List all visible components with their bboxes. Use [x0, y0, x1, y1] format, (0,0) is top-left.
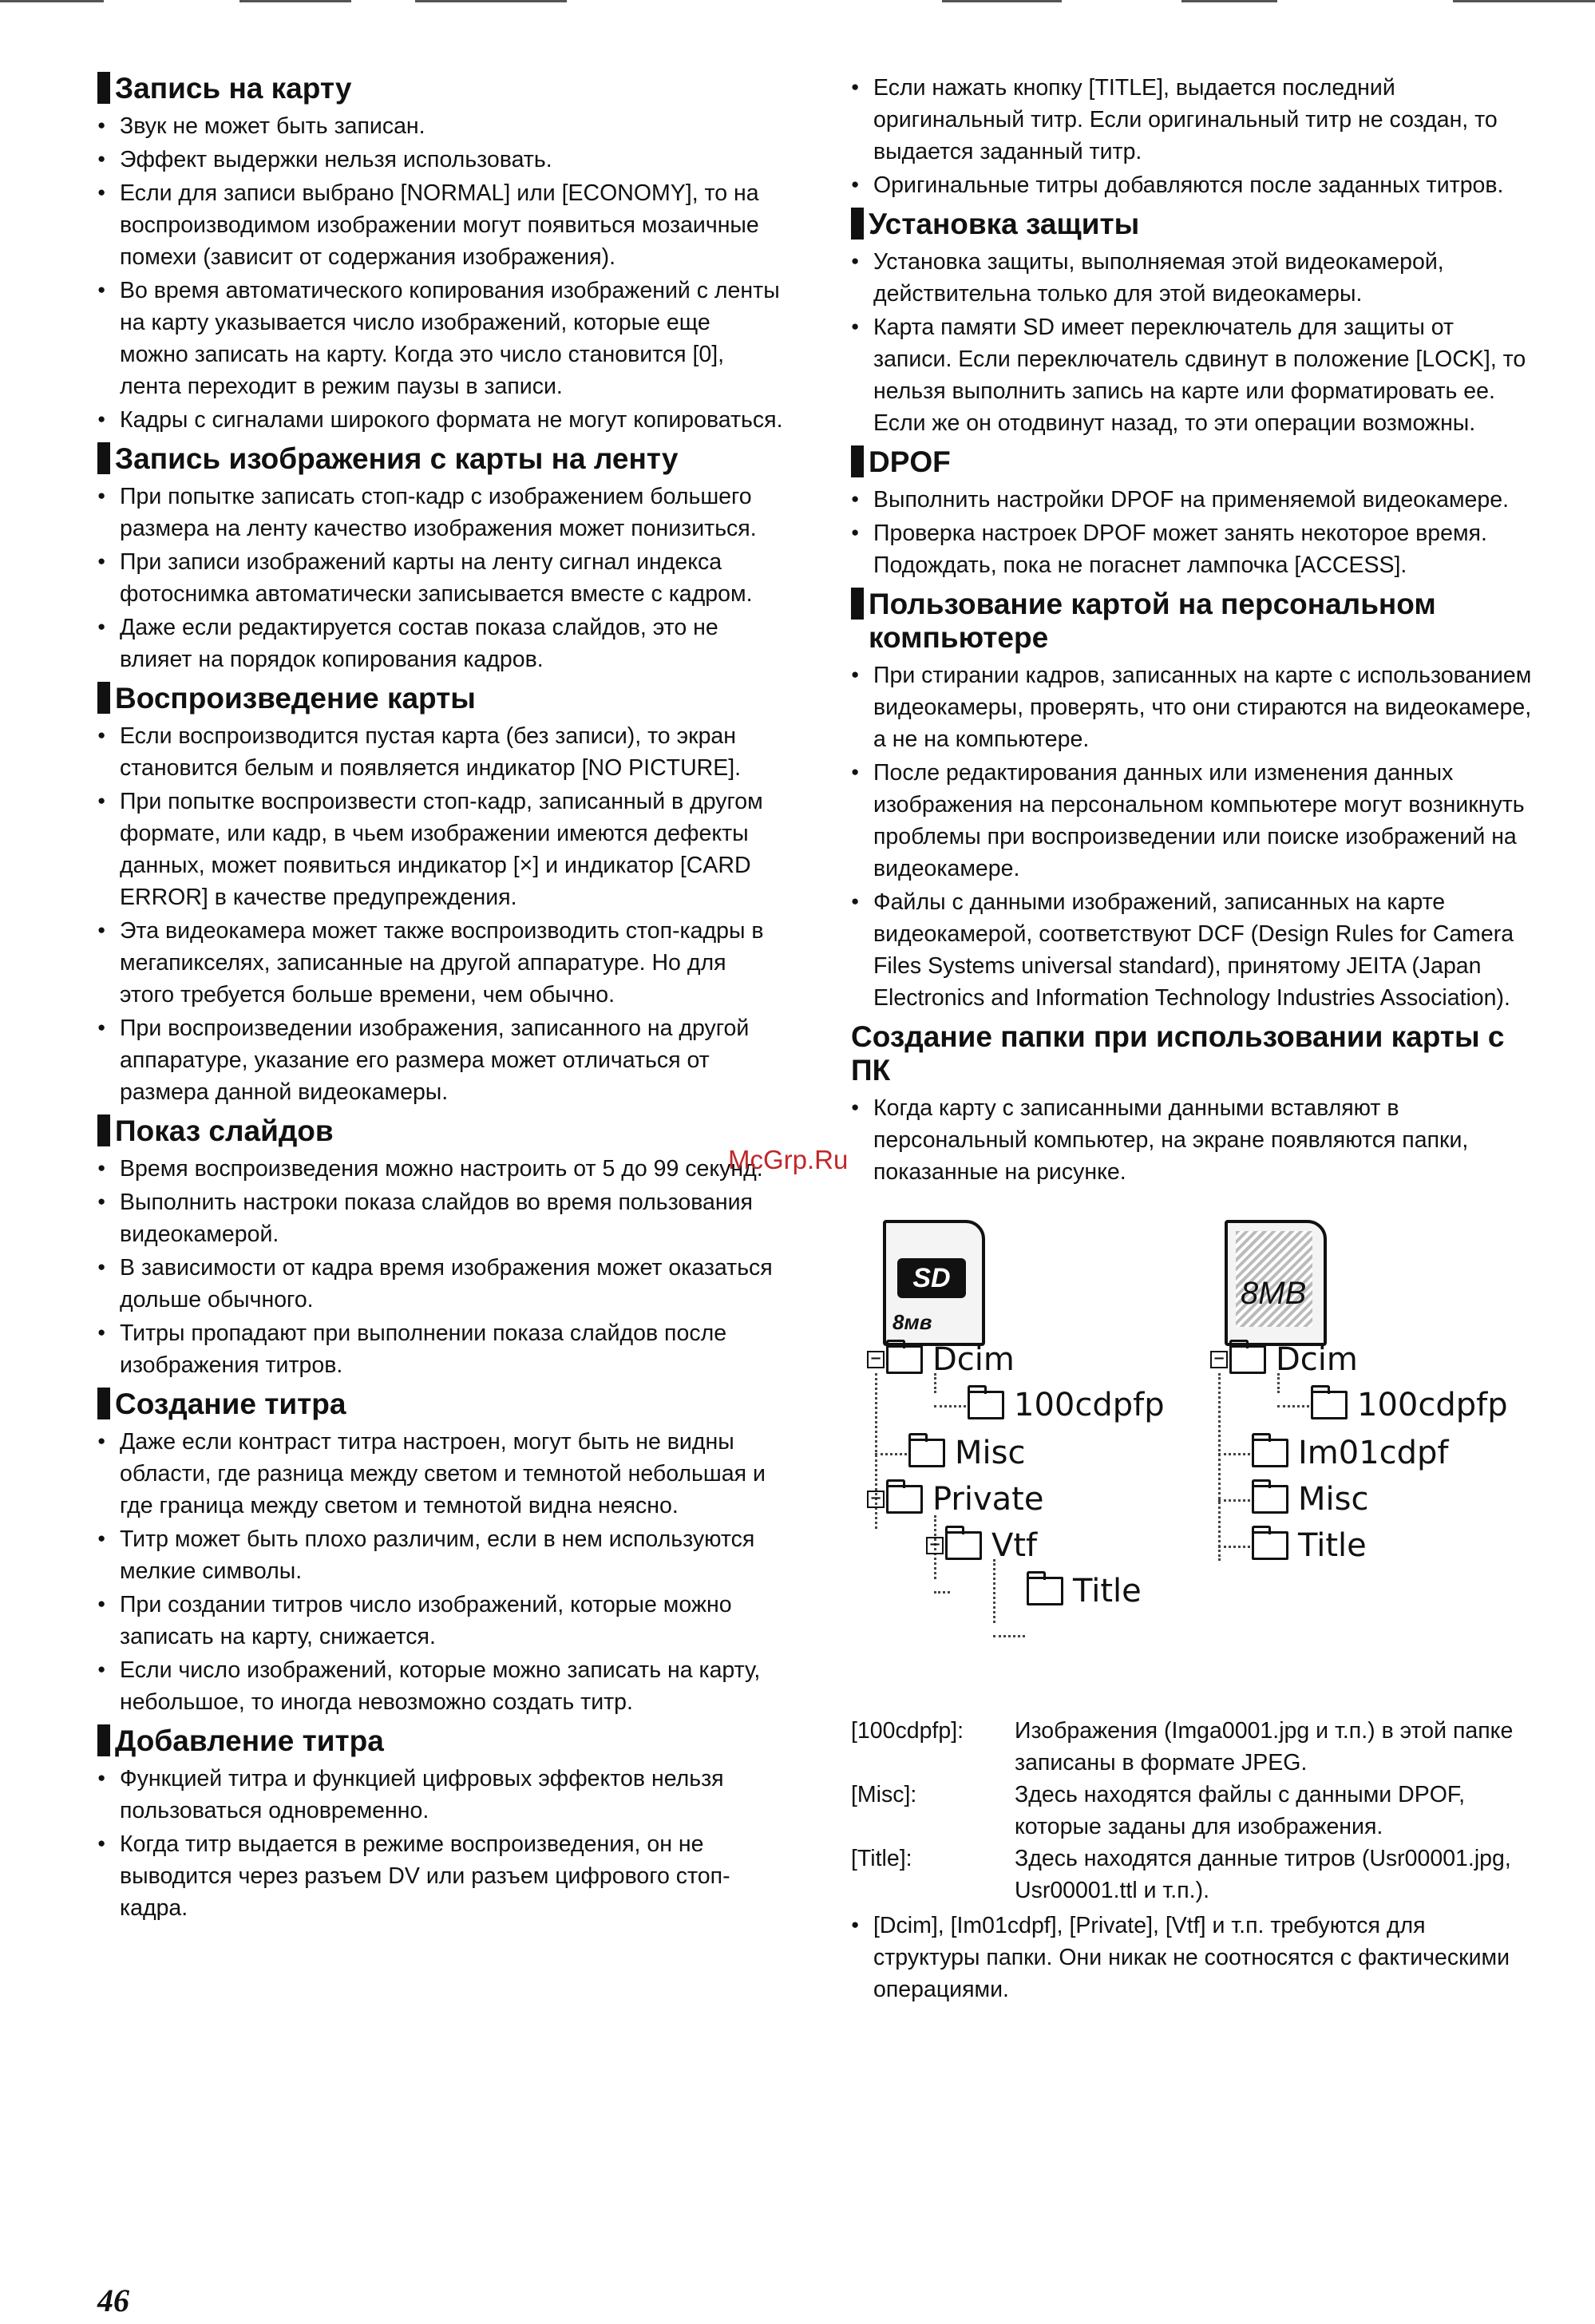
folder-misc: Misc [1252, 1479, 1368, 1519]
folder-icon [886, 1485, 923, 1514]
list-item: ● Во время автоматического копирования изображений с ленты на карту указывается число изображений, которые еще можно записать на карту. Когда это число становится [0], лента переходит в режим паузы в записи. [97, 275, 784, 402]
folder-title: Title [1252, 1526, 1367, 1566]
heading-marker [851, 445, 864, 477]
folder-im01cdpf: Im01cdpf [1252, 1433, 1449, 1473]
sd-card-icon [883, 1220, 985, 1346]
heading-marker [97, 1114, 110, 1146]
section-title-continued [851, 72, 1538, 201]
list-item: ● Установка защиты, выполняемая этой видеокамерой, действительна только для этой видеокамеры. [851, 246, 1538, 310]
folder-100cdpfp: 100cdpfp [968, 1385, 1165, 1425]
definition-row: [Title]: Здесь находятся данные титров (Usr00001.jpg, Usr00001.ttl и т.п.). [851, 1846, 1511, 1903]
sd-logo: SD [897, 1258, 966, 1298]
folder-icon [1252, 1439, 1288, 1467]
list-item: ● Время воспроизведения можно настроить от 5 до 99 секунд. [97, 1153, 784, 1185]
section-heading: Создание папки при использовании карты с ПК [851, 1020, 1505, 1087]
folder-title: Title [1027, 1571, 1142, 1611]
list-item: ● Эта видеокамера может также воспроизводить стоп-кадры в мегапикселях, записанные на другой аппаратуре. Но для этого требуется больше времени, чем обычно. [97, 915, 784, 1011]
folder-icon [1311, 1391, 1348, 1419]
list-item: ● При воспроизведении изображения, записанного на другой аппаратуре, указание его размера может отличаться от размера данной видеокамеры. [97, 1012, 784, 1108]
heading-marker [97, 682, 110, 714]
list-item: ● Когда титр выдается в режиме воспроизведения, он не выводится через разъем DV или разъем цифрового стоп-кадра. [97, 1828, 784, 1924]
page-number: 46 [97, 2282, 129, 2318]
list-item: ● Файлы с данными изображений, записанных на карте видеокамерой, соответствуют DCF (Design Rules for Camera Files Systems universal standard), принятому JEITA (Japan Electronics and Information Technology Industries Association). [851, 886, 1538, 1014]
list-item: ● Даже если редактируется состав показа слайдов, это не влияет на порядок копирования кадров. [97, 612, 784, 675]
list-item: ● При попытке воспроизвести стоп-кадр, записанный в другом формате, или кадр, в чьем изображении имеются дефекты данных, может появиться индикатор [×] и индикатор [CARD ERROR] в качестве предупреждения. [97, 786, 784, 913]
card-capacity-label: 8мв [892, 1310, 932, 1334]
section-heading: Запись на карту [97, 72, 784, 105]
watermark: McGrp.Ru [728, 1145, 849, 1174]
definition-row: [Misc]: Здесь находятся файлы с данными DPOF, которые заданы для изображения. [851, 1782, 1466, 1839]
collapse-icon: − [1210, 1351, 1228, 1368]
heading-marker [851, 208, 864, 240]
left-column [97, 72, 784, 1930]
list-item: ● Если нажать кнопку [TITLE], выдается последний оригинальный титр. Если оригинальный титр не создан, то выдается заданный титр. [851, 72, 1538, 168]
list-item: ● Функцией титра и функцией цифровых эффектов нельзя пользоваться одновременно. [97, 1763, 784, 1827]
folder-dcim: − Dcim [1210, 1340, 1358, 1380]
folder-icon [945, 1531, 982, 1560]
collapse-icon: − [926, 1537, 944, 1554]
list-item: ● [Dcim], [Im01cdpf], [Private], [Vtf] и т.п. требуются для структуры папки. Они никак не соотносятся с фактическими операциями. [851, 1910, 1538, 2005]
list-item: ● Выполнить настройки DPOF на применяемой видеокамере. [851, 484, 1538, 516]
heading-marker [97, 72, 110, 104]
section-slideshow [97, 1114, 784, 1381]
section-heading: Показ слайдов [97, 1114, 784, 1148]
folder-icon [1229, 1345, 1266, 1374]
section-heading: Пользование картой на персональном компьютере [851, 588, 1538, 655]
collapse-icon: − [867, 1491, 885, 1508]
folder-vtf: − Vtf [926, 1526, 1037, 1566]
folder-misc: Misc [908, 1433, 1025, 1473]
list-item: ● Если воспроизводится пустая карта (без записи), то экран становится белым и появляется индикатор [NO PICTURE]. [97, 720, 784, 784]
list-item: ● Проверка настроек DPOF может занять некоторое время. Подождать, пока не погаснет лампочка [ACCESS]. [851, 517, 1538, 581]
folder-icon [886, 1345, 923, 1374]
heading-marker [97, 1388, 110, 1419]
list-item: ● При стирании кадров, записанных на карте с использованием видеокамеры, проверять, что они стираются на видеокамере, а не на компьютере. [851, 659, 1538, 755]
list-item: ● При попытке записать стоп-кадр с изображением большего размера на ленту качество изображения может понизиться. [97, 481, 784, 544]
list-item: ● Если для записи выбрано [NORMAL] или [ECONOMY], то на воспроизводимом изображении могут появиться мозаичные помехи (зависит от содержания изображения). [97, 177, 784, 273]
list-item: ● Титр может быть плохо различим, если в нем используются мелкие символы. [97, 1523, 784, 1587]
right-column [851, 72, 1538, 2007]
list-item: ● Оригинальные титры добавляются после заданных титров. [851, 169, 1538, 201]
section-heading: Добавление титра [97, 1724, 784, 1758]
section-dpof [851, 445, 1538, 581]
top-rule [0, 0, 1595, 3]
collapse-icon: − [867, 1351, 885, 1368]
list-item: ● При создании титров число изображений, которые можно записать на карту, снижается. [97, 1589, 784, 1653]
section-protection [851, 208, 1538, 439]
list-item: ● После редактирования данных или изменения данных изображения на персональном компьютере могут возникнуть проблемы при воспроизведении или поиске изображений на видеокамере. [851, 757, 1538, 885]
section-heading: Запись изображения с карты на ленту [97, 442, 784, 476]
folder-icon [1252, 1531, 1288, 1560]
definition-row: [100cdpfp]: Изображения (Imga0001.jpg и т.п.) в этой папке записаны в формате JPEG. [851, 1718, 1514, 1776]
list-item: ● Титры пропадают при выполнении показа слайдов после изображения титров. [97, 1317, 784, 1381]
folder-icon [1027, 1577, 1063, 1605]
folder-private: − Private [867, 1479, 1043, 1519]
section-heading: Установка защиты [851, 208, 1538, 241]
folder-icon [968, 1391, 1004, 1419]
section-card-to-tape [97, 442, 784, 675]
folder-definitions [851, 1715, 1538, 1906]
multimedia-card-icon [1225, 1220, 1327, 1346]
section-heading: DPOF [851, 445, 1538, 479]
list-item: ● Звук не может быть записан. [97, 110, 784, 142]
folder-icon [908, 1439, 945, 1467]
list-item: ● Даже если контраст титра настроен, могут быть не видны области, где разница между светом и темнотой небольшая и где граница между светом и темнотой видна неясно. [97, 1426, 784, 1522]
section-card-playback [97, 682, 784, 1108]
folder-100cdpfp: 100cdpfp [1311, 1385, 1508, 1425]
list-item: ● Карта памяти SD имеет переключатель для защиты от записи. Если переключатель сдвинут в положение [LOCK], то нельзя выполнить запись на карте или форматировать ее. Если же он отодвинут назад, то эти операции возможны. [851, 311, 1538, 439]
folder-structure-figure [851, 1212, 1538, 1707]
section-folder-creation [851, 1020, 1538, 1188]
heading-marker [97, 442, 110, 474]
heading-marker [851, 588, 864, 620]
section-title-adding [97, 1724, 784, 1924]
folder-dcim: − Dcim [867, 1340, 1015, 1380]
heading-marker [97, 1724, 110, 1756]
list-item: ● При записи изображений карты на ленту сигнал индекса фотоснимка автоматически записывается вместе с кадром. [97, 546, 784, 610]
list-item: ● Когда карту с записанными данными вставляют в персональный компьютер, на экране появляются папки, показанные на рисунке. [851, 1092, 1538, 1188]
section-card-recording [97, 72, 784, 436]
list-item: ● Если число изображений, которые можно записать на карту, небольшое, то иногда невозможно создать титр. [97, 1654, 784, 1718]
folder-icon [1252, 1485, 1288, 1514]
section-heading: Воспроизведение карты [97, 682, 784, 715]
list-item: ● Эффект выдержки нельзя использовать. [97, 144, 784, 176]
list-item: ● Кадры с сигналами широкого формата не могут копироваться. [97, 404, 784, 436]
section-pc-usage [851, 588, 1538, 1014]
section-heading: Создание титра [97, 1388, 784, 1421]
list-item: ● Выполнить настроки показа слайдов во время пользования видеокамерой. [97, 1186, 784, 1250]
list-item: ● В зависимости от кадра время изображения может оказаться дольше обычного. [97, 1252, 784, 1316]
section-title-creation [97, 1388, 784, 1718]
card-capacity-label: 8MB [1241, 1276, 1307, 1311]
